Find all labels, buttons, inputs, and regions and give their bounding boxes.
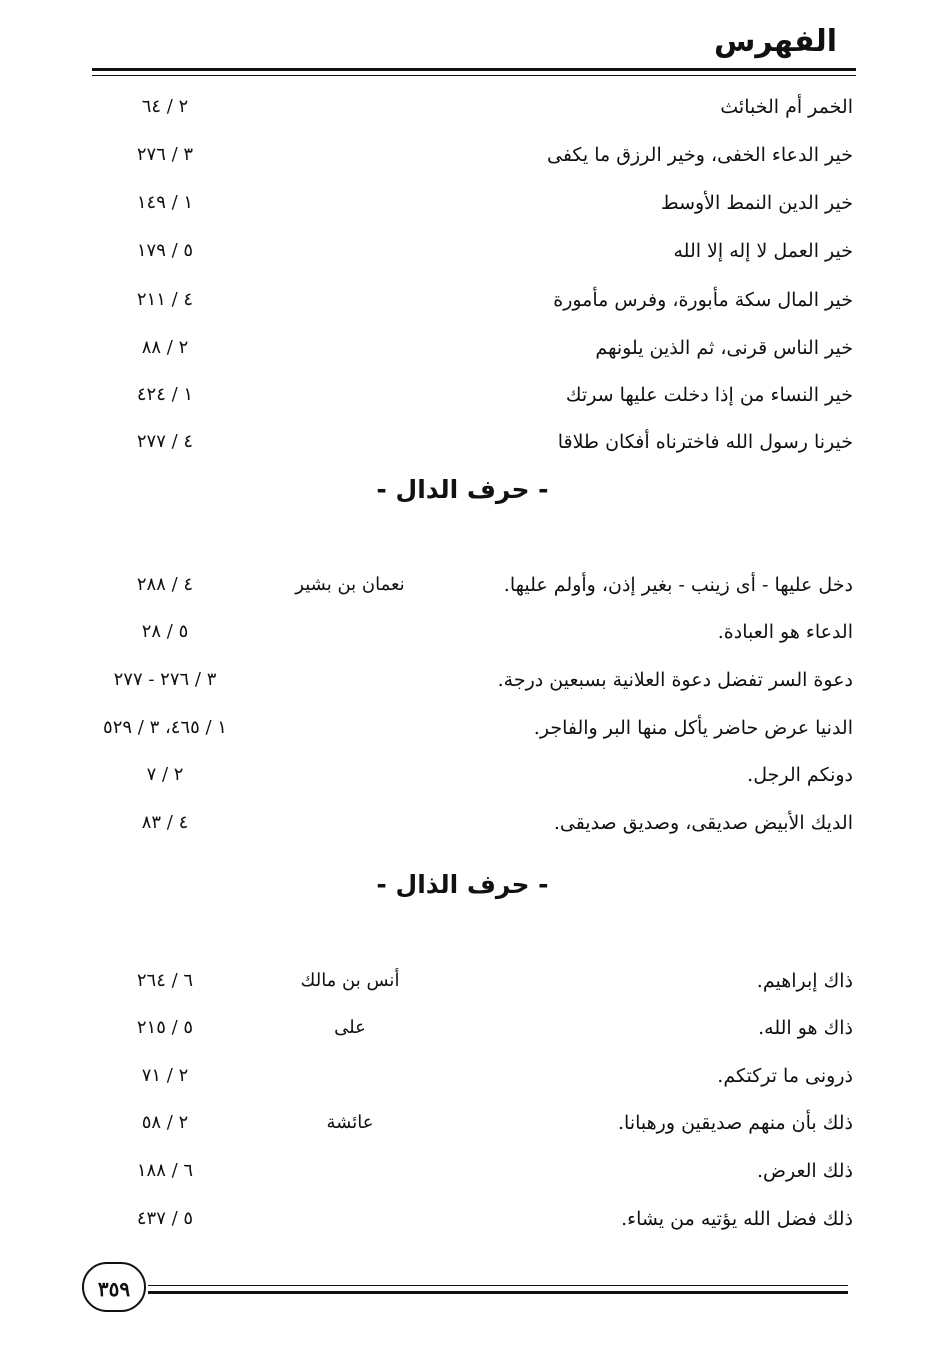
index-entry (0, 90, 925, 124)
hadith-text: ذاك هو الله. (758, 1017, 853, 1039)
index-entry (0, 234, 925, 268)
hadith-text: الدعاء هو العبادة. (717, 621, 853, 643)
hadith-text: خير العمل لا إله إلا الله (673, 240, 853, 262)
page-reference: ٢ / ٧ (146, 764, 184, 785)
hadith-text: ذلك بأن منهم صديقين ورهبانا. (618, 1112, 853, 1134)
page-reference: ٢ / ٦٤ (141, 96, 189, 117)
page-reference: ٣ / ٢٧٦ - ٢٧٧ (113, 669, 217, 690)
page-reference: ٥ / ١٧٩ (136, 240, 194, 261)
index-entry (0, 138, 925, 172)
page-reference: ٥ / ٢٨ (141, 621, 189, 642)
hadith-text: خير الناس قرنى، ثم الذين يلونهم (595, 337, 853, 359)
index-entry (0, 964, 925, 998)
index-entry (0, 615, 925, 649)
index-entry (0, 425, 925, 459)
header-rule (92, 68, 856, 76)
index-entry (0, 1059, 925, 1093)
hadith-text: خير الدين النمط الأوسط (661, 192, 853, 214)
hadith-text: ذاك إبراهيم. (756, 970, 853, 992)
page-reference: ٤ / ٨٣ (141, 812, 189, 833)
page-title: الفهرس (713, 24, 837, 59)
section-heading-dhal: - حرف الذال - (376, 870, 549, 899)
page-reference: ١ / ٤٢٤ (136, 384, 194, 405)
index-entry (0, 1202, 925, 1236)
page-reference: ١ / ٤٦٥، ٣ / ٥٢٩ (103, 717, 227, 738)
hadith-text: دعوة السر تفضل دعوة العلانية بسبعين درجة. (497, 669, 853, 691)
hadith-text: خير المال سكة مأبورة، وفرس مأمورة (553, 289, 853, 311)
page-reference: ٦ / ١٨٨ (136, 1160, 194, 1181)
narrator: على (334, 1017, 366, 1038)
index-entry (0, 806, 925, 840)
index-entry (0, 758, 925, 792)
page-reference: ٢ / ٥٨ (141, 1112, 189, 1133)
hadith-text: دخل عليها - أى زينب - بغير إذن، وأولم عليها. (503, 574, 853, 596)
index-entry (0, 1106, 925, 1140)
page-reference: ١ / ١٤٩ (136, 192, 194, 213)
footer-rule (148, 1285, 848, 1294)
page-reference: ٣ / ٢٧٦ (136, 144, 194, 165)
page-reference: ٦ / ٢٦٤ (136, 970, 194, 991)
hadith-text: الديك الأبيض صديقى، وصديق صديقى. (553, 812, 853, 834)
section-heading-dal: - حرف الدال - (376, 475, 549, 504)
hadith-text: خير النساء من إذا دخلت عليها سرتك (565, 384, 853, 406)
hadith-text: خيرنا رسول الله فاخترناه أفكان طلاقا (557, 431, 853, 453)
narrator: نعمان بن بشير (295, 574, 405, 595)
page-reference: ٢ / ٨٨ (141, 337, 189, 358)
page-reference: ٤ / ٢٧٧ (136, 431, 194, 452)
page-reference: ٥ / ٤٣٧ (136, 1208, 194, 1229)
hadith-text: الدنيا عرض حاضر يأكل منها البر والفاجر. (533, 717, 853, 739)
hadith-text: الخمر أم الخبائث (720, 96, 853, 118)
narrator: عائشة (326, 1112, 374, 1133)
page-number: ٣٥٩ (82, 1262, 146, 1312)
hadith-text: ذلك فضل الله يؤتيه من يشاء. (621, 1208, 853, 1230)
page-reference: ٥ / ٢١٥ (136, 1017, 194, 1038)
index-entry (0, 186, 925, 220)
index-entry (0, 1154, 925, 1188)
index-entry (0, 378, 925, 412)
index-entry (0, 283, 925, 317)
hadith-text: ذرونى ما تركتكم. (717, 1065, 853, 1087)
narrator: أنس بن مالك (300, 970, 400, 991)
hadith-text: ذلك العرض. (756, 1160, 853, 1182)
hadith-text: دونكم الرجل. (747, 764, 853, 786)
page-reference: ٤ / ٢١١ (136, 289, 194, 310)
page-reference: ٤ / ٢٨٨ (136, 574, 194, 595)
index-entry (0, 663, 925, 697)
index-entry (0, 331, 925, 365)
page-reference: ٢ / ٧١ (141, 1065, 189, 1086)
hadith-text: خير الدعاء الخفى، وخير الرزق ما يكفى (546, 144, 853, 166)
index-entry (0, 568, 925, 602)
index-entry (0, 1011, 925, 1045)
index-entry (0, 711, 925, 745)
